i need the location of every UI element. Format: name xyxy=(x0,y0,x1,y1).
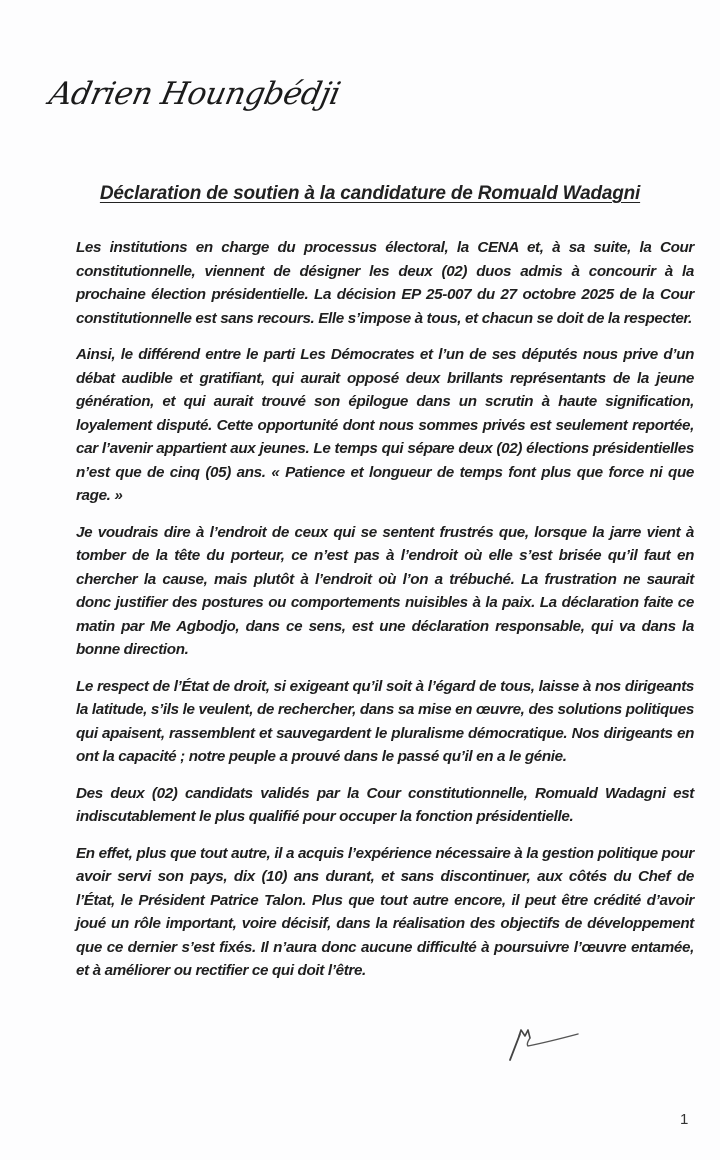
paragraph-4: Le respect de l’État de droit, si exigeant qu’il soit à l’égard de tous, laisse à nos dirigeants la latitude, s’ils le veulent, de rechercher, dans sa mise en œuvre, des solutions politiques qui apaisent, rassemblent et sauvegardent le pluralisme démocratique. Nos dirigeants en ont la capacité ; notre peuple a prouvé dans le passé qu’il en a le génie. xyxy=(76,677,694,765)
letterhead-name: Adrien Houngbédji xyxy=(46,76,344,112)
paragraph-1: Les institutions en charge du processus électoral, la CENA et, à sa suite, la Cour constitutionnelle, viennent de désigner les deux (02) duos admis à concourir à la prochaine élection présidentielle. La décision EP 25-007 du 27 octobre 2025 de la Cour constitutionnelle est sans recours. Elle s’impose à tous, et chacun se doit de la respecter. xyxy=(76,239,694,327)
page-number: 1 xyxy=(680,1111,689,1128)
signature-icon xyxy=(508,1020,588,1066)
paragraph-5: Des deux (02) candidats validés par la Cour constitutionnelle, Romuald Wadagni est indiscutablement le plus qualifié pour occuper la fonction présidentielle. xyxy=(76,784,694,825)
paragraph-6: En effet, plus que tout autre, il a acquis l’expérience nécessaire à la gestion politique pour avoir servi son pays, dix (10) ans durant, et sans discontinuer, aux côtés du Chef de l’État, le Président Patrice Talon. Plus que tout autre encore, il peut être crédité d’avoir joué un rôle important, voire décisif, dans la réalisation des objectifs de développement que ce dernier s’est fixés. Il n’aura donc aucune difficulté à poursuivre l’œuvre entamée, et à améliorer ou rectifier ce qui doit l’être. xyxy=(76,844,694,979)
document-title: Déclaration de soutien à la candidature de Romuald Wadagni xyxy=(99,183,641,204)
paragraph-2: Ainsi, le différend entre le parti Les Démocrates et l’un de ses députés nous prive d’un débat audible et gratifiant, qui aurait opposé deux brillants représentants de la jeune génération, et qui aurait trouvé son épilogue dans un scrutin à haute signification, loyalement disputé. Cette opportunité dont nous sommes privés est seulement reportée, car l’avenir appartient aux jeunes. Le temps qui sépare deux (02) élections présidentielles n’est que de cinq (05) ans. « Patience et longueur de temps font plus que force ni que rage. » xyxy=(76,346,694,504)
document-body xyxy=(76,236,694,996)
paragraph-3: Je voudrais dire à l’endroit de ceux qui se sentent frustrés que, lorsque la jarre vient à tomber de la tête du porteur, ce n’est pas à l’endroit où elle s’est brisée qu’il faut en chercher la cause, mais plutôt à l’endroit où l’on a trébuché. La frustration ne saurait donc justifier des postures ou comportements nuisibles à la paix. La déclaration faite ce matin par Me Agbodjo, dans ce sens, est une déclaration responsable, qui va dans la bonne direction. xyxy=(76,523,694,658)
